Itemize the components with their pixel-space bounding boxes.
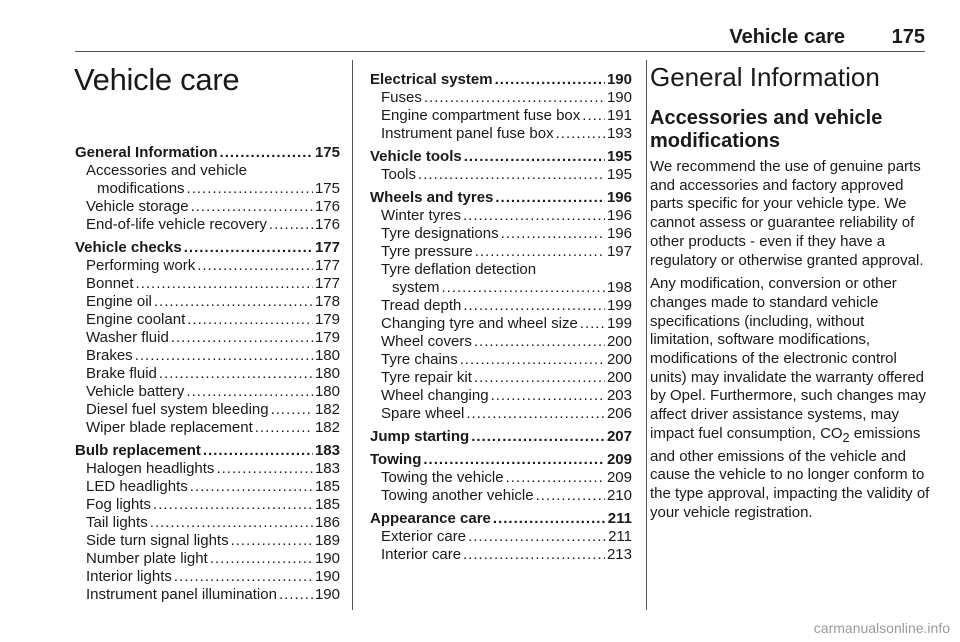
toc-entry-label: Washer fluid <box>86 329 169 346</box>
toc-leader-dots <box>501 225 605 243</box>
toc-entry[interactable] <box>75 162 340 198</box>
toc-page-number: 176 <box>314 216 340 233</box>
toc-leader-dots <box>582 107 605 125</box>
toc-page-number: 211 <box>607 510 632 527</box>
toc-entry[interactable] <box>75 347 340 365</box>
toc-page-number: 198 <box>606 279 632 296</box>
toc-entry-label: Wheels and tyres <box>370 189 494 206</box>
toc-entry[interactable] <box>75 329 340 347</box>
toc-leader-dots <box>418 166 605 184</box>
toc-page-number: 175 <box>314 180 340 197</box>
toc-entry-label: Bonnet <box>86 275 134 292</box>
toc-section[interactable] <box>370 451 632 469</box>
paragraph-2-part-a: Any modification, conversion or other changes made to standard vehicle specifications (including, without limitation, software modifications, modifications of the electronic control units) may invalidate the warranty offered by Opel. Furthermore, such changes may affect driver assistance systems, may impact fuel consumption, CO <box>650 275 926 442</box>
toc-page-number: 211 <box>608 528 632 545</box>
toc-leader-dots <box>174 568 313 586</box>
toc-entry[interactable] <box>370 405 632 423</box>
toc-section[interactable] <box>75 144 340 162</box>
toc-entry-label: Wheel changing <box>381 387 489 404</box>
toc-section[interactable] <box>370 428 632 446</box>
toc-leader-dots <box>424 89 605 107</box>
toc-leader-dots <box>231 532 313 550</box>
toc-leader-dots <box>423 451 605 469</box>
toc-page-number: 210 <box>606 487 632 504</box>
toc-entry-label: Tyre pressure <box>381 243 473 260</box>
toc-page-number: 186 <box>314 514 340 531</box>
toc-entry-label: Interior lights <box>86 568 172 585</box>
running-header-title: Vehicle care <box>729 26 845 48</box>
toc-page-number: 209 <box>606 451 632 468</box>
toc-page-number: 190 <box>314 568 340 585</box>
toc-page-number: 179 <box>314 329 340 346</box>
toc-entry[interactable] <box>75 586 340 604</box>
toc-page-number: 197 <box>606 243 632 260</box>
toc-entry[interactable] <box>75 365 340 383</box>
toc-page-number: 180 <box>314 383 340 400</box>
toc-leader-dots <box>506 469 605 487</box>
toc-section[interactable] <box>75 239 340 257</box>
toc-entry[interactable] <box>75 478 340 496</box>
toc-leader-dots <box>463 546 605 564</box>
toc-entry[interactable] <box>75 419 340 437</box>
toc-entry-label: Tread depth <box>381 297 462 314</box>
toc-leader-dots <box>464 148 605 166</box>
toc-entry[interactable] <box>75 568 340 586</box>
toc-leader-dots <box>474 369 605 387</box>
watermark: carmanualsonline.info <box>813 620 950 636</box>
toc-leader-dots <box>475 243 605 261</box>
toc-entry-label: Electrical system <box>370 71 493 88</box>
toc-entry-label: Tyre designations <box>381 225 499 242</box>
toc-entry[interactable] <box>370 333 632 351</box>
toc-page-number: 196 <box>606 189 632 206</box>
toc-page-number: 185 <box>314 496 340 513</box>
toc-entry-label: Instrument panel illumination <box>86 586 277 603</box>
toc-entry[interactable] <box>370 528 632 546</box>
toc-leader-dots <box>495 189 605 207</box>
running-header <box>75 26 925 52</box>
toc-entry-label: Accessories and vehicle <box>86 162 247 179</box>
toc-page-number: 206 <box>606 405 632 422</box>
toc-entry[interactable] <box>75 401 340 419</box>
column-divider-2 <box>646 60 647 610</box>
toc-page-number: 182 <box>314 419 340 436</box>
toc-page-number: 207 <box>606 428 632 445</box>
toc-page-number: 179 <box>314 311 340 328</box>
toc-entry-label: Changing tyre and wheel size <box>381 315 578 332</box>
toc-page-number: 190 <box>314 550 340 567</box>
toc-entry-label: Performing work <box>86 257 196 274</box>
toc-entry[interactable] <box>370 546 632 564</box>
toc-leader-dots <box>187 311 313 329</box>
toc-entry-label: Engine coolant <box>86 311 186 328</box>
toc-entry-label: Bulb replacement <box>75 442 201 459</box>
toc-page-number: 199 <box>606 297 632 314</box>
toc-entry-label: Engine compartment fuse box <box>381 107 581 124</box>
toc-leader-dots <box>187 180 313 198</box>
toc-leader-dots <box>491 387 605 405</box>
toc-leader-dots <box>197 257 313 275</box>
toc-leader-dots <box>460 351 605 369</box>
toc-page-number: 183 <box>314 442 340 459</box>
toc-entry-label: Interior care <box>381 546 462 563</box>
toc-page-number: 189 <box>314 532 340 549</box>
toc-leader-dots <box>186 383 313 401</box>
toc-leader-dots <box>136 275 313 293</box>
toc-page-number: 213 <box>606 546 632 563</box>
paragraph-1: We recommend the use of genuine parts and accessories and factory approved parts specific for your vehicle type. We cannot assess or guarantee reliability of other products - even if they have a regulatory or otherwise granted approval. <box>650 158 924 269</box>
toc-entry-label: Spare wheel <box>381 405 465 422</box>
toc-page-number: 203 <box>606 387 632 404</box>
toc-entry-label: Towing <box>370 451 422 468</box>
toc-entry[interactable] <box>75 257 340 275</box>
toc-leader-dots <box>150 514 313 532</box>
toc-leader-dots <box>159 365 313 383</box>
toc-leader-dots <box>463 297 605 315</box>
toc-entry-last-line <box>75 180 340 198</box>
toc-page-number: 190 <box>606 89 632 106</box>
toc-entry[interactable] <box>75 514 340 532</box>
toc-leader-dots <box>269 216 313 234</box>
toc-entry-label: Towing another vehicle <box>381 487 534 504</box>
toc-entry[interactable] <box>370 89 632 107</box>
toc-leader-dots <box>463 207 605 225</box>
toc-entry-label: LED headlights <box>86 478 188 495</box>
toc-entry-label: system <box>392 279 440 296</box>
toc-section[interactable] <box>370 148 632 166</box>
toc-entry-label: Engine oil <box>86 293 152 310</box>
toc-page-number: 190 <box>314 586 340 603</box>
toc-page-number: 176 <box>314 198 340 215</box>
toc-entry-label: Fuses <box>381 89 422 106</box>
toc-page-number: 177 <box>314 257 340 274</box>
toc-page-number: 191 <box>606 107 632 124</box>
toc-leader-dots <box>154 293 313 311</box>
toc-page-number: 177 <box>314 239 340 256</box>
toc-leader-dots <box>190 478 313 496</box>
toc-entry[interactable] <box>370 207 632 225</box>
toc-page-number: 177 <box>314 275 340 292</box>
toc-page-number: 195 <box>606 166 632 183</box>
toc-page-number: 182 <box>314 401 340 418</box>
toc-entry[interactable] <box>370 125 632 143</box>
toc-entry-label: Wheel covers <box>381 333 472 350</box>
toc-entry-label: Tyre repair kit <box>381 369 472 386</box>
toc-leader-dots <box>153 496 313 514</box>
toc-entry-label: Fog lights <box>86 496 152 513</box>
toc-entry[interactable] <box>370 387 632 405</box>
toc-entry[interactable] <box>370 469 632 487</box>
toc-entry-label: Vehicle tools <box>370 148 462 165</box>
toc-entry-label: Winter tyres <box>381 207 462 224</box>
toc-entry-label: End-of-life vehicle recovery <box>86 216 267 233</box>
toc-page-number: 199 <box>606 315 632 332</box>
toc-entry-label: Tyre deflation detection <box>381 261 537 278</box>
toc-page-number: 190 <box>606 71 632 88</box>
toc-entry[interactable] <box>370 225 632 243</box>
toc-entry[interactable] <box>370 261 632 297</box>
toc-entry[interactable] <box>370 297 632 315</box>
toc-entry-label: Tyre chains <box>381 351 458 368</box>
toc-entry-label: General Information <box>75 144 218 161</box>
toc-section[interactable] <box>75 442 340 460</box>
toc-leader-dots <box>184 239 313 257</box>
toc-entry[interactable] <box>75 550 340 568</box>
toc-page-number: 185 <box>314 478 340 495</box>
header-rule <box>75 51 925 52</box>
toc-leader-dots <box>495 71 605 89</box>
toc-leader-dots <box>255 419 313 437</box>
toc-entry-label: Brakes <box>86 347 133 364</box>
toc-entry-label: Halogen headlights <box>86 460 215 477</box>
toc-entry-label: Exterior care <box>381 528 467 545</box>
toc-entry-label: Tail lights <box>86 514 148 531</box>
toc-entry-label: Diesel fuel system bleeding <box>86 401 269 418</box>
toc-entry-label: Appearance care <box>370 510 491 527</box>
toc-entry[interactable] <box>75 532 340 550</box>
toc-leader-dots <box>210 550 313 568</box>
toc-entry-label: Vehicle battery <box>86 383 185 400</box>
toc-entry-label: Vehicle checks <box>75 239 182 256</box>
toc-page-number: 178 <box>314 293 340 310</box>
toc-page-number: 175 <box>314 144 340 161</box>
toc-entry-label: Tools <box>381 166 417 183</box>
column-divider-1 <box>352 60 353 610</box>
toc-leader-dots <box>220 144 313 162</box>
toc-page-number: 209 <box>606 469 632 486</box>
toc-entry[interactable] <box>370 315 632 333</box>
toc-entry[interactable] <box>370 369 632 387</box>
toc-leader-dots <box>203 442 313 460</box>
paragraph-2-part-b: emissions and other emissions of the vehicle and cause the vehicle to no longer conform to the type approval, impacting the validity of your vehicle registration. <box>650 424 930 521</box>
toc-leader-dots <box>556 125 605 143</box>
toc-leader-dots <box>279 586 313 604</box>
toc-entry-label: Wiper blade replacement <box>86 419 253 436</box>
toc-page-number: 196 <box>606 225 632 242</box>
page-number: 175 <box>891 26 925 48</box>
toc-column-2 <box>370 71 632 564</box>
toc-page-number: 183 <box>314 460 340 477</box>
toc-entry[interactable] <box>75 383 340 401</box>
toc-entry[interactable] <box>75 198 340 216</box>
toc-entry[interactable] <box>75 496 340 514</box>
toc-page-number: 200 <box>606 369 632 386</box>
toc-entry[interactable] <box>75 293 340 311</box>
toc-leader-dots <box>468 528 606 546</box>
toc-page-number: 180 <box>314 347 340 364</box>
toc-entry[interactable] <box>75 216 340 234</box>
toc-leader-dots <box>271 401 313 419</box>
toc-leader-dots <box>580 315 605 333</box>
toc-entry-label: Instrument panel fuse box <box>381 125 554 142</box>
toc-entry[interactable] <box>370 243 632 261</box>
toc-entry-label: Vehicle storage <box>86 198 189 215</box>
toc-page-number: 195 <box>606 148 632 165</box>
toc-entry[interactable] <box>370 351 632 369</box>
toc-entry[interactable] <box>370 487 632 505</box>
toc-leader-dots <box>216 460 313 478</box>
section-title-general-information: General Information <box>650 62 880 92</box>
toc-page-number: 196 <box>606 207 632 224</box>
toc-page-number: 180 <box>314 365 340 382</box>
toc-entry[interactable] <box>75 311 340 329</box>
chapter-title: Vehicle care <box>74 62 240 97</box>
body-text <box>650 158 930 527</box>
toc-page-number: 200 <box>606 333 632 350</box>
toc-entry-last-line <box>370 279 632 297</box>
toc-entry[interactable] <box>75 460 340 478</box>
toc-leader-dots <box>135 347 313 365</box>
toc-entry-label: Towing the vehicle <box>381 469 504 486</box>
toc-entry-label: Jump starting <box>370 428 470 445</box>
toc-leader-dots <box>471 428 605 446</box>
toc-page-number: 193 <box>606 125 632 142</box>
toc-entry[interactable] <box>75 275 340 293</box>
toc-section[interactable] <box>370 189 632 207</box>
toc-leader-dots <box>466 405 605 423</box>
toc-column-1 <box>75 144 340 604</box>
toc-entry[interactable] <box>370 166 632 184</box>
toc-leader-dots <box>171 329 313 347</box>
toc-entry-label: Number plate light <box>86 550 208 567</box>
toc-leader-dots <box>442 279 605 297</box>
co2-subscript: 2 <box>842 430 850 445</box>
toc-entry[interactable] <box>370 107 632 125</box>
toc-leader-dots <box>536 487 605 505</box>
toc-leader-dots <box>474 333 605 351</box>
toc-entry-label: modifications <box>97 180 185 197</box>
toc-section[interactable] <box>370 71 632 89</box>
toc-leader-dots <box>493 510 606 528</box>
paragraph-2 <box>650 275 930 522</box>
toc-leader-dots <box>191 198 313 216</box>
toc-entry-label: Side turn signal lights <box>86 532 229 549</box>
subsection-title-accessories: Accessories and vehicle modifications <box>650 107 883 152</box>
toc-page-number: 200 <box>606 351 632 368</box>
toc-section[interactable] <box>370 510 632 528</box>
toc-entry-label: Brake fluid <box>86 365 157 382</box>
